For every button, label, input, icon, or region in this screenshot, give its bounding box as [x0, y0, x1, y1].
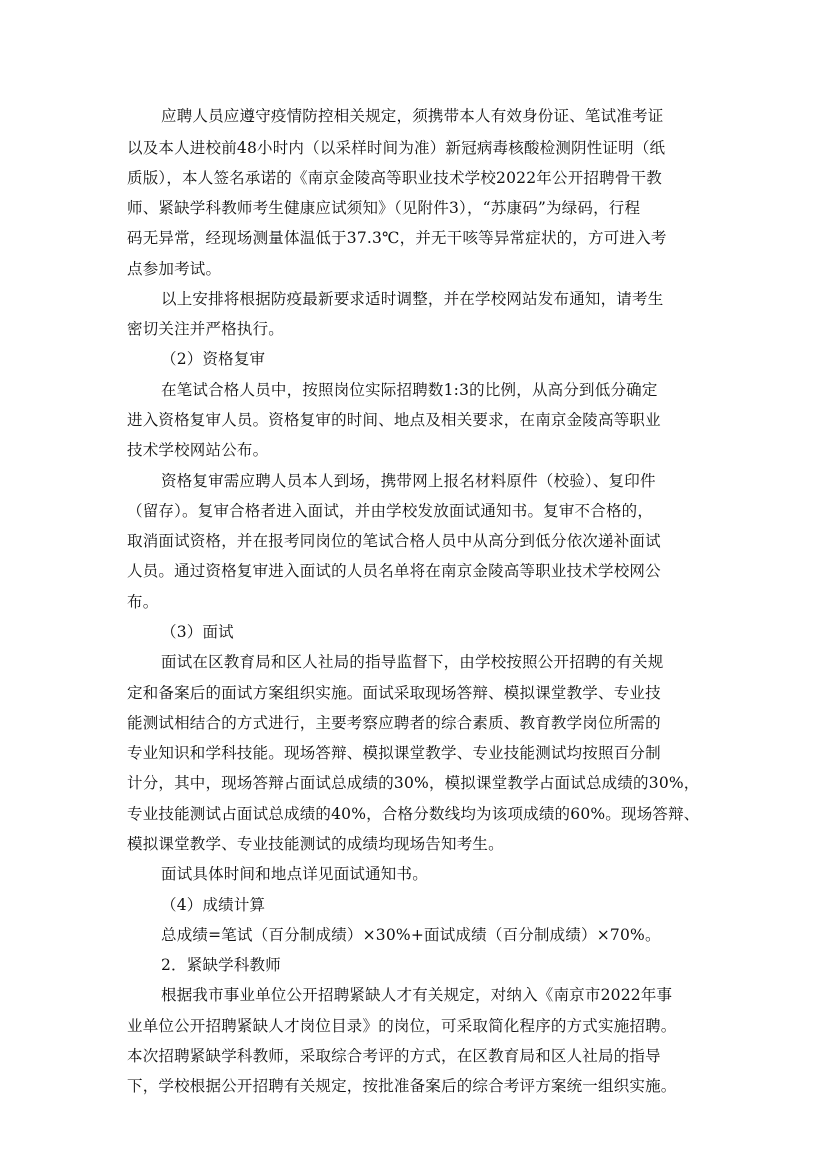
text-line: 能测试相结合的方式进行，主要考察应聘者的综合素质、教育教学岗位所需的 [127, 714, 661, 732]
section-heading: （4）成绩计算 [161, 896, 266, 914]
section-heading: （2）资格复审 [161, 350, 266, 368]
text-line: 密切关注并严格执行。 [127, 320, 285, 338]
text-line: 专业知识和学科技能。现场答辩、模拟课堂教学、专业技能测试均按照百分制 [127, 744, 661, 762]
text-line: 本次招聘紧缺学科教师，采取综合考评的方式，在区教育局和区人社局的指导 [127, 1047, 661, 1065]
section-heading: 2．紧缺学科教师 [161, 956, 281, 974]
text-line: 人员。通过资格复审进入面试的人员名单将在南京金陵高等职业技术学校网公 [127, 562, 661, 580]
text-line: 面试在区教育局和区人社局的指导监督下，由学校按照公开招聘的有关规 [161, 653, 664, 671]
text-line: 师、紧缺学科教师考生健康应试须知》（见附件3），“苏康码”为绿码，行程 [127, 199, 641, 217]
text-line: （留存）。复审合格者进入面试，并由学校发放面试通知书。复审不合格的， [127, 502, 654, 520]
text-line: 资格复审需应聘人员本人到场，携带网上报名材料原件（校验）、复印件 [161, 472, 656, 490]
text-line: 点参加考试。 [127, 260, 222, 278]
text-line: 定和备案后的面试方案组织实施。面试采取现场答辩、模拟课堂教学、专业技 [127, 684, 661, 702]
text-line: 取消面试资格，并在报考同岗位的笔试合格人员中从高分到低分依次递补面试 [127, 532, 661, 550]
text-line: 质版），本人签名承诺的《南京金陵高等职业技术学校2022年公开招聘骨干教 [127, 169, 662, 187]
formula-line: 总成绩=笔试（百分制成绩）×30%+面试成绩（百分制成绩）×70%。 [161, 926, 661, 944]
text-line: 码无异常，经现场测量体温低于37.3℃，并无干咳等异常症状的，方可进入考 [127, 229, 667, 247]
text-line: 计分，其中，现场答辩占面试总成绩的30%，模拟课堂教学占面试总成绩的30%， [127, 774, 700, 792]
text-line: 以及本人进校前48小时内（以采样时间为准）新冠病毒核酸检测阴性证明（纸 [127, 139, 666, 157]
text-line: 面试具体时间和地点详见面试通知书。 [161, 865, 428, 883]
text-line: 下，学校根据公开招聘有关规定，按批准备案后的综合考评方案统一组织实施。 [127, 1077, 677, 1095]
text-line: 模拟课堂教学、专业技能测试的成绩均现场告知考生。 [127, 835, 504, 853]
text-line: 布。 [127, 593, 159, 611]
text-line: 专业技能测试占面试总成绩的40%，合格分数线均为该项成绩的60%。现场答辩、 [127, 805, 700, 823]
text-line: 业单位公开招聘紧缺人才岗位目录》的岗位，可采取简化程序的方式实施招聘。 [127, 1017, 677, 1035]
text-line: 在笔试合格人员中，按照岗位实际招聘数1:3的比例，从高分到低分确定 [161, 381, 658, 399]
section-heading: （3）面试 [161, 623, 234, 641]
text-line: 以上安排将根据防疫最新要求适时调整，并在学校网站发布通知，请考生 [161, 290, 664, 308]
text-line: 根据我市事业单位公开招聘紧缺人才有关规定，对纳入《南京市2022年事 [161, 986, 673, 1004]
text-line: 应聘人员应遵守疫情防控相关规定，须携带本人有效身份证、笔试准考证 [161, 107, 664, 125]
text-line: 进入资格复审人员。资格复审的时间、地点及相关要求，在南京金陵高等职业 [127, 411, 661, 429]
text-line: 技术学校网站公布。 [127, 441, 269, 459]
